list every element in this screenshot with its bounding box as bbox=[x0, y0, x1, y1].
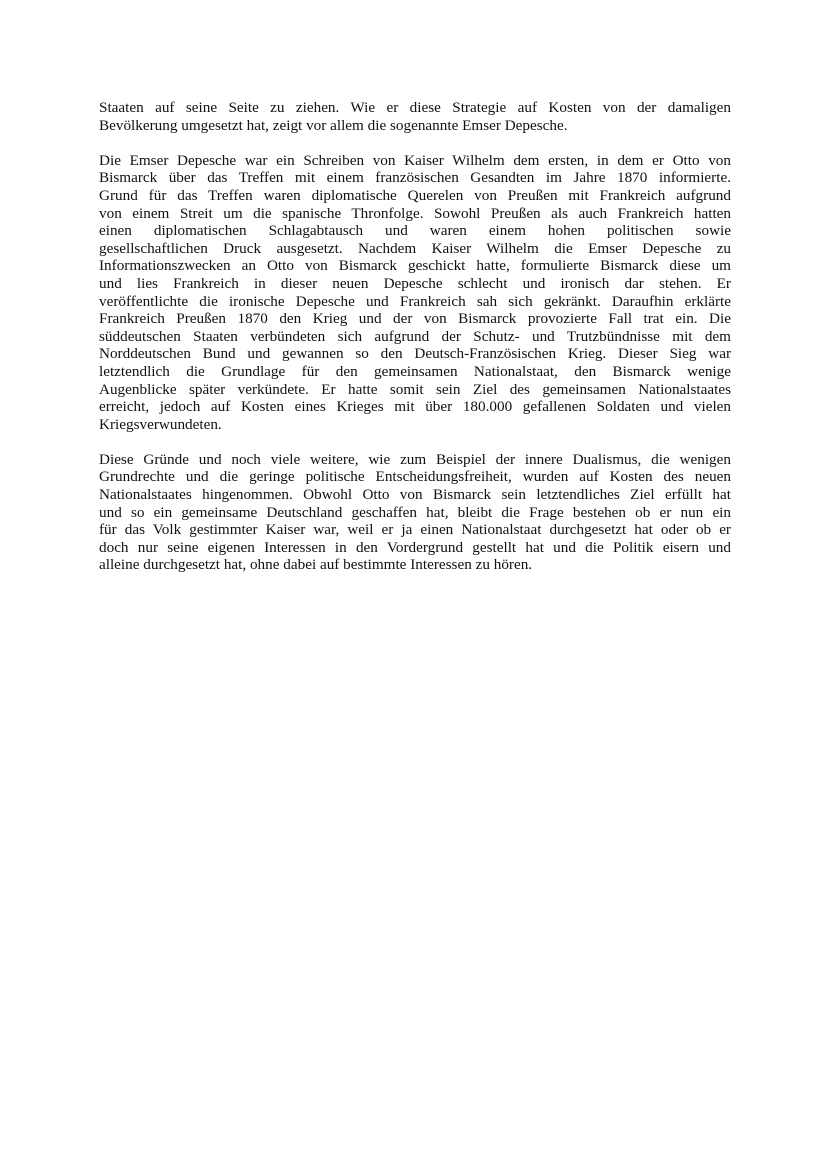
paragraph-gap bbox=[99, 433, 731, 451]
text-line: Norddeutschen Bund und gewannen so den Deutsch-Französischen Krieg. Dieser Sieg war bbox=[99, 345, 731, 363]
text-line: Grund für das Treffen waren diplomatische Querelen von Preußen mit Frankreich aufgrund bbox=[99, 186, 731, 204]
text-line: Diese Gründe und noch viele weitere, wie zum Beispiel der innere Dualismus, die wenigen bbox=[99, 450, 731, 468]
body-text bbox=[99, 99, 731, 574]
text-line: Bismarck über das Treffen mit einem französischen Gesandten im Jahre 1870 informierte. bbox=[99, 169, 731, 187]
text-line: Kriegsverwundeten. bbox=[99, 415, 222, 433]
text-line: gesellschaftlichen Druck ausgesetzt. Nachdem Kaiser Wilhelm die Emser Depesche zu bbox=[99, 239, 731, 257]
text-line: veröffentlichte die ironische Depesche und Frankreich sah sich gekränkt. Daraufhin erklärte bbox=[99, 292, 731, 310]
text-line: und so ein gemeinsame Deutschland geschaffen hat, bleibt die Frage bestehen ob er nun ein bbox=[99, 503, 731, 521]
text-line: erreicht, jedoch auf Kosten eines Krieges mit über 180.000 gefallenen Soldaten und vielen bbox=[99, 398, 731, 416]
text-line: einen diplomatischen Schlagabtausch und waren einem hohen politischen sowie bbox=[99, 222, 731, 240]
text-line: letztendlich die Grundlage für den gemeinsamen Nationalstaat, den Bismarck wenige bbox=[99, 362, 731, 380]
text-line: alleine durchgesetzt hat, ohne dabei auf bestimmte Interessen zu hören. bbox=[99, 556, 533, 574]
text-line: Augenblicke später verkündete. Er hatte somit sein Ziel des gemeinsamen Nationalstaates bbox=[99, 380, 731, 398]
text-line: doch nur seine eigenen Interessen in den Vordergrund gestellt hat und die Politik eisern und bbox=[99, 538, 731, 556]
text-line: für das Volk gestimmter Kaiser war, weil er ja einen Nationalstaat durchgesetzt hat oder ob er bbox=[99, 521, 731, 539]
text-line: Die Emser Depesche war ein Schreiben von Kaiser Wilhelm dem ersten, in dem er Otto von bbox=[99, 151, 731, 169]
text-line: Nationalstaates hingenommen. Obwohl Otto von Bismarck sein letztendliches Ziel erfüllt hat bbox=[99, 486, 731, 504]
paragraph-3 bbox=[99, 451, 731, 574]
text-line: Frankreich Preußen 1870 den Krieg und der von Bismarck provozierte Fall trat ein. Die bbox=[99, 310, 731, 328]
text-line: Grundrechte und die geringe politische Entscheidungsfreiheit, wurden auf Kosten des neuen bbox=[99, 468, 731, 486]
text-line: Staaten auf seine Seite zu ziehen. Wie er diese Strategie auf Kosten von der damaligen bbox=[99, 99, 731, 116]
text-line: Informationszwecken an Otto von Bismarck geschickt hatte, formulierte Bismarck diese um bbox=[99, 257, 731, 275]
paragraph-2 bbox=[99, 152, 731, 434]
paragraph-1 bbox=[99, 99, 731, 134]
text-line: Bevölkerung umgesetzt hat, zeigt vor allem die sogenannte Emser Depesche. bbox=[99, 116, 568, 134]
paragraph-gap bbox=[99, 134, 731, 152]
text-line: von einem Streit um die spanische Thronfolge. Sowohl Preußen als auch Frankreich hatten bbox=[99, 204, 731, 222]
text-line: und lies Frankreich in dieser neuen Depesche schlecht und ironisch dar stehen. Er bbox=[99, 274, 731, 292]
text-line: süddeutschen Staaten verbündeten sich aufgrund der Schutz- und Trutzbündnisse mit dem bbox=[99, 327, 731, 345]
